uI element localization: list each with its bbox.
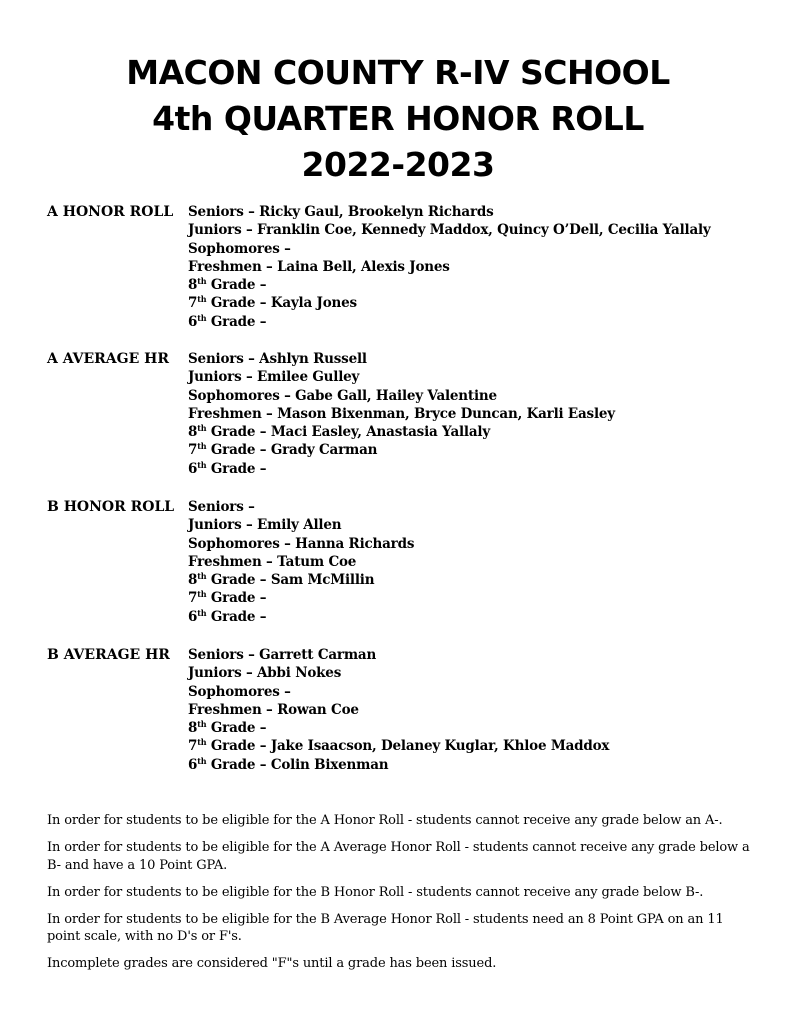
student-names: Gabe Gall, Hailey Valentine	[295, 387, 497, 404]
grade-line: Juniors – Emilee Gulley	[188, 369, 360, 386]
student-names: Laina Bell, Alexis Jones	[277, 258, 450, 275]
grade-line: 8th Grade – Sam McMillin	[188, 571, 375, 589]
grade-line: 7th Grade – Grady Carman	[188, 441, 378, 459]
student-names: Emilee Gulley	[257, 369, 360, 386]
grade-line: 6th Grade – Colin Bixenman	[188, 755, 389, 773]
note-b-honor-roll: In order for students to be eligible for the B Honor Roll - students cannot receive any grade below B-.	[47, 884, 704, 900]
section-label: A HONOR ROLL	[47, 204, 174, 220]
student-names: Franklin Coe, Kennedy Maddox, Quincy O’Dell, Cecilia Yallaly	[257, 222, 711, 239]
section-label: A AVERAGE HR	[47, 351, 169, 367]
grade-line: Sophomores – Hanna Richards	[188, 535, 415, 552]
student-names: Tatum Coe	[277, 553, 357, 570]
grade-line: Juniors – Emily Allen	[188, 517, 342, 534]
student-names: Colin Bixenman	[270, 756, 389, 773]
grade-line: 6th Grade –	[188, 312, 267, 330]
student-names: Kayla Jones	[270, 295, 357, 312]
grade-line: 8th Grade –	[188, 719, 267, 737]
grade-line: 6th Grade –	[188, 459, 267, 477]
grade-line: Juniors – Franklin Coe, Kennedy Maddox, Quincy O’Dell, Cecilia Yallaly	[188, 222, 711, 239]
title-line-quarter: 4th QUARTER HONOR ROLL	[152, 99, 644, 138]
grade-line: 6th Grade –	[188, 607, 267, 625]
student-names: Ashlyn Russell	[259, 351, 367, 367]
section-label: B AVERAGE HR	[47, 647, 170, 663]
section-lines	[188, 646, 609, 774]
note-a-honor-roll: In order for students to be eligible for the A Honor Roll - students cannot receive any grade below an A-.	[47, 813, 723, 828]
grade-line: 7th Grade – Jake Isaacson, Delaney Kuglar, Khloe Maddox	[188, 737, 610, 755]
grade-line: Seniors –	[188, 499, 255, 515]
section-lines	[188, 203, 711, 331]
grade-line: Seniors – Ashlyn Russell	[188, 351, 367, 367]
grade-line: Juniors – Abbi Nokes	[188, 665, 342, 682]
title-line-school: MACON COUNTY R-IV SCHOOL	[126, 53, 670, 92]
student-names: Mason Bixenman, Bryce Duncan, Karli Easley	[277, 405, 615, 422]
grade-line: Freshmen – Rowan Coe	[188, 701, 359, 718]
grade-line: Freshmen – Laina Bell, Alexis Jones	[188, 258, 450, 275]
student-names: Sam McMillin	[270, 572, 375, 589]
grade-line: Seniors – Garrett Carman	[188, 647, 377, 663]
document-title	[0, 50, 796, 188]
grade-line: Freshmen – Tatum Coe	[188, 553, 357, 570]
section-lines	[188, 498, 414, 626]
eligibility-notes	[47, 812, 759, 982]
grade-line: 8th Grade –	[188, 276, 267, 294]
grade-line: 7th Grade –	[188, 589, 267, 607]
grade-line: Sophomores –	[188, 240, 291, 257]
student-names: Jake Isaacson, Delaney Kuglar, Khloe Maddox	[270, 738, 610, 755]
grade-line: 8th Grade – Maci Easley, Anastasia Yallaly	[188, 423, 490, 441]
grade-line: 7th Grade – Kayla Jones	[188, 294, 357, 312]
grade-line: Seniors – Ricky Gaul, Brookelyn Richards	[188, 204, 494, 220]
grade-line: Freshmen – Mason Bixenman, Bryce Duncan, Karli Easley	[188, 405, 615, 422]
student-names: Rowan Coe	[277, 701, 359, 718]
section-label: B HONOR ROLL	[47, 499, 175, 515]
student-names: Grady Carman	[270, 442, 378, 459]
grade-line: Sophomores –	[188, 683, 291, 700]
note-b-average-honor-roll: In order for students to be eligible for the B Average Honor Roll - students need an 8 Point GPA on an 11 point scale, with no D's or F's.	[47, 911, 724, 944]
student-names: Garrett Carman	[259, 647, 377, 663]
title-line-year: 2022-2023	[301, 145, 495, 184]
student-names: Maci Easley, Anastasia Yallaly	[270, 424, 490, 441]
note-incomplete-grades: Incomplete grades are considered "F"s until a grade has been issued.	[47, 956, 497, 971]
student-names: Ricky Gaul, Brookelyn Richards	[259, 204, 494, 220]
note-a-average-honor-roll: In order for students to be eligible for the A Average Honor Roll - students cannot receive any grade below a B- and have a 10 Point GPA.	[47, 840, 750, 873]
student-names: Abbi Nokes	[257, 665, 342, 682]
grade-line: Sophomores – Gabe Gall, Hailey Valentine	[188, 387, 497, 404]
student-names: Emily Allen	[257, 517, 342, 534]
section-lines	[188, 350, 615, 478]
student-names: Hanna Richards	[295, 535, 415, 552]
